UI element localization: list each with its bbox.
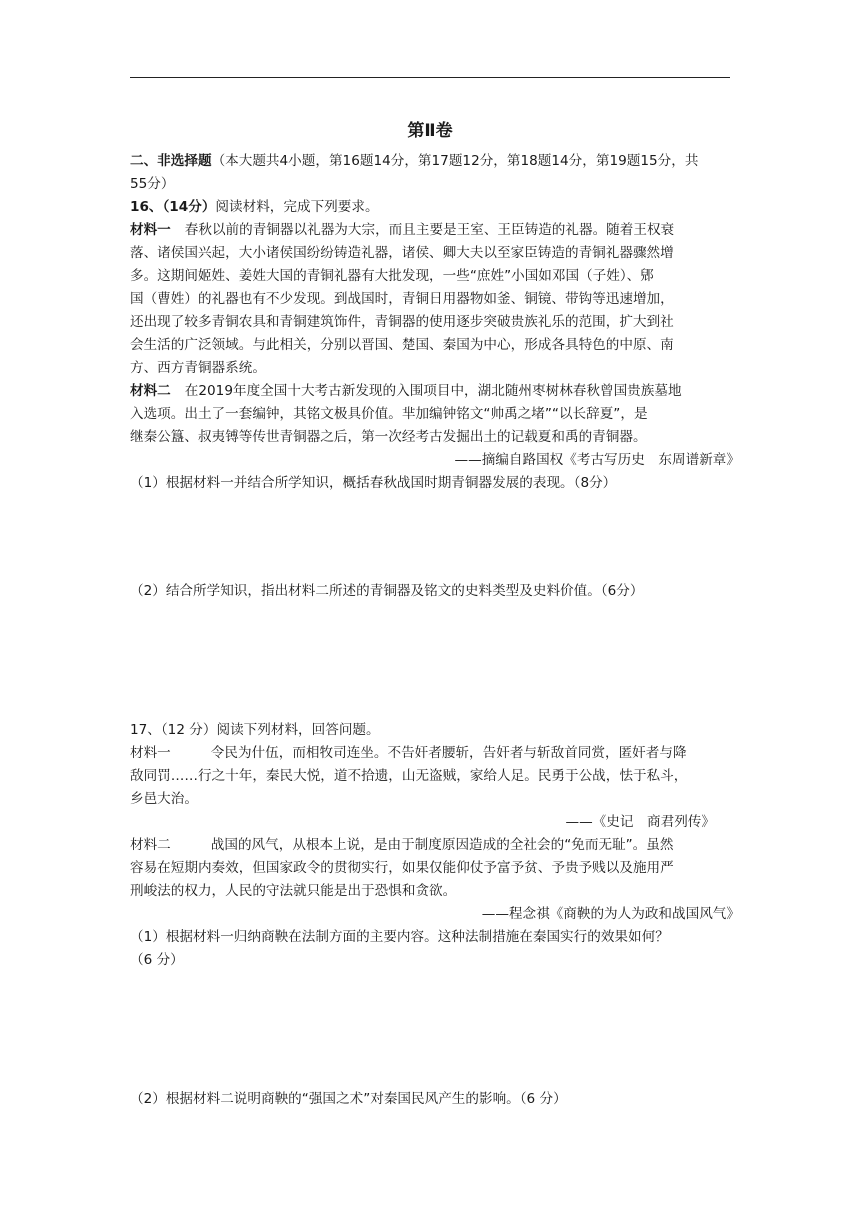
q17-source1: ——《史记 商君列传》 <box>565 814 715 830</box>
q16-material2-text: 入选项。出土了一套编钟，其铭文极具价值。芈加编钟铭文“帅禹之堵”“以长辞夏”，是 <box>130 406 648 422</box>
q17-material1-text: 敌同罚……行之十年，秦民大悦，道不拾遗，山无盗贼，家给人足。民勇于公战，怯于私斗， <box>130 768 688 784</box>
q17-material2-label: 材料二 <box>130 837 171 853</box>
section-note-cont: 55分） <box>130 176 175 192</box>
q16-material1-text: 方、西方青铜器系统。 <box>130 360 266 376</box>
q17-material1-label: 材料一 <box>130 745 171 761</box>
q16-material1-label: 材料一 <box>130 222 171 238</box>
q16-material2-text: 继秦公簋、叔夷镈等传世青铜器之后，第一次经考古发掘出土的记载夏和禹的青铜器。 <box>130 429 647 445</box>
section-heading-line <box>130 150 740 173</box>
q17-subquestion-1-cont: （6 分） <box>130 952 184 968</box>
q17-material2-text: 容易在短期内奏效，但国家政令的贯彻实行，如果仅能仰仗予富予贫、予贵予贱以及施用严 <box>130 860 674 876</box>
q16-material1-text: 会生活的广泛领域。与此相关，分别以晋国、楚国、秦国为中心，形成各具特色的中原、南 <box>130 337 674 353</box>
q16-material1-text: 多。这期间姬姓、姜姓大国的青铜礼器有大批发现，一些“庶姓”小国如邓国（子姓）、郳 <box>130 268 654 284</box>
q17-material1-text: 令民为什伍，而相牧司连坐。不告奸者腰斩，告奸者与斩敌首同赏，匿奸者与降 <box>210 745 687 761</box>
q17-subquestion-2: （2）根据材料二说明商鞅的“强国之术”对秦国民风产生的影响。（6 分） <box>130 1091 567 1107</box>
q16-material2-line <box>130 380 740 403</box>
section-note: （本大题共4小题，第16题14分，第17题12分，第18题14分，第19题15分，共 <box>211 153 699 169</box>
q17-material2-line <box>130 834 740 857</box>
q16-subquestion-2: （2）结合所学知识，指出材料二所述的青铜器及铭文的史料类型及史料价值。（6分） <box>130 583 644 599</box>
q16-source: ——摘编自路国权《考古写历史 东周谱新章》 <box>454 452 740 468</box>
q16-material1-text: 落、诸侯国兴起，大小诸侯国纷纷铸造礼器，诸侯、卿大夫以至家臣铸造的青铜礼器骤然增 <box>130 245 674 261</box>
q16-material1-line <box>130 219 740 242</box>
q16-header <box>130 196 740 219</box>
q16-material1-text: 春秋以前的青铜器以礼器为大宗，而且主要是王室、王臣铸造的礼器。随着王权衰 <box>184 222 675 238</box>
q17-material1-text: 乡邑大治。 <box>130 791 198 807</box>
section-heading: 二、非选择题 <box>130 153 212 169</box>
q17-source2: ——程念祺《商鞅的为人为政和战国风气》 <box>481 906 740 922</box>
q16-material1-text: 还出现了较多青铜农具和青铜建筑饰件，青铜器的使用逐步突破贵族礼乐的范围，扩大到社 <box>130 314 674 330</box>
q16-subquestion-1: （1）根据材料一并结合所学知识，概括春秋战国时期青铜器发展的表现。（8分） <box>130 475 617 491</box>
q16-material1-text: 国（曹姓）的礼器也有不少发现。到战国时，青铜日用器物如釜、铜镜、带钩等迅速增加， <box>130 291 674 307</box>
q17-material2-text: 战国的风气，从根本上说，是由于制度原因造成的全社会的“免而无耻”。虽然 <box>210 837 674 853</box>
q16-material2-text: 在2019年度全国十大考古新发现的入围项目中，湖北随州枣树林春秋曾国贵族墓地 <box>184 383 682 399</box>
header-rule <box>130 77 730 78</box>
q16-number: 16、（14分） <box>130 199 216 215</box>
q16-material2-label: 材料二 <box>130 383 171 399</box>
q17-subquestion-1: （1）根据材料一归纳商鞅在法制方面的主要内容。这种法制措施在秦国实行的效果如何？ <box>130 929 669 945</box>
page-title: 第Ⅱ卷 <box>407 121 453 141</box>
q17-material2-text: 刑峻法的权力，人民的守法就只能是出于恐惧和贪欲。 <box>130 883 457 899</box>
q17-material1-line <box>130 742 740 765</box>
q16-instruction: 阅读材料，完成下列要求。 <box>215 199 379 215</box>
q17-header: 17、（12 分）阅读下列材料，回答问题。 <box>130 722 380 738</box>
